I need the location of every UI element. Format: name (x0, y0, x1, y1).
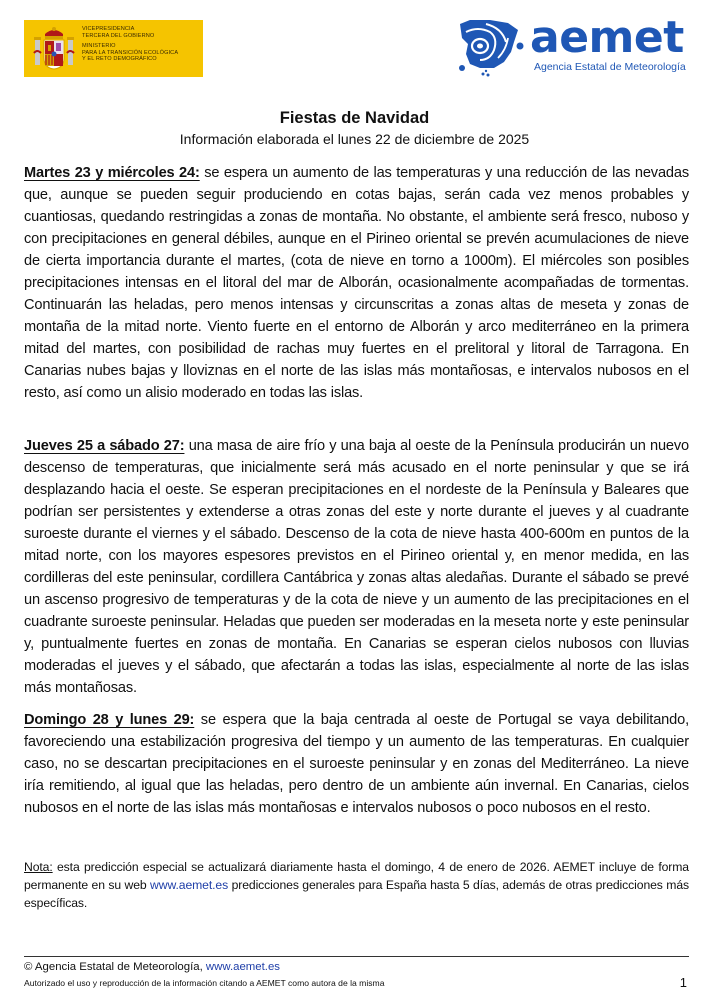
footer-authorization: Autorizado el uso y reproducción de la información citando a AEMET como autora de la misma (24, 978, 385, 988)
copyright-text: © Agencia Estatal de Meteorología, (24, 961, 206, 973)
footer-divider (24, 956, 689, 957)
update-note (24, 858, 689, 912)
aemet-logo (456, 12, 696, 80)
gov-text-line: MINISTERIO (82, 43, 116, 50)
forecast-section-tue-wed (24, 162, 689, 404)
aemet-wordmark: aemet (530, 12, 684, 63)
footer-copyright (24, 960, 280, 974)
page-subtitle: Información elaborada el lunes 22 de diciembre de 2025 (179, 131, 530, 147)
spain-coat-of-arms-icon (32, 25, 76, 73)
title-block (0, 108, 709, 149)
forecast-section-thu-sat (24, 435, 689, 699)
note-text: predicciones generales para España hasta 5 días, además de otras predicciones más específicas. (24, 878, 689, 910)
aemet-subtitle: Agencia Estatal de Meteorología (534, 61, 686, 73)
gov-text-line: TERCERA DEL GOBIERNO (82, 32, 155, 39)
section-text: una masa de aire frío y una baja al oeste de la Península producirán un nuevo descenso de temperaturas, que inicialmente será más acusado en el norte peninsular y que se irá desplazando hacia el oeste. Se esperan precipitaciones en el nordeste de la Península y Baleares que podrían ser persistentes y extenderse a otras zonas del este y norte durante el jueves y al cuadrante suroeste durante el viernes y el sábado. Descenso de la cota de nieve hasta 400-600m en puntos de la mitad norte, con los mayores espesores previstos en el Pirineo oriental y, en menor medida, en las cordilleras del este peninsular, cordillera Cantábrica y zonas altas aledañas. Durante el sábado se prevé un ascenso progresivo de temperaturas y de la cota de nieve y un aumento de las precipitaciones en el cuadrante suroeste peninsular. Heladas que pueden ser moderadas en la meseta norte y este peninsular y, puntualmente fuertes en zonas de montaña. En Canarias se esperan cielos nubosos con lluvias moderadas el jueves y el sábado, que afectarán a todas las islas, especialmente al norte de las islas más montañosas. (24, 438, 689, 696)
section-text: se espera un aumento de las temperaturas y una reducción de las nevadas que, aunque se pueden seguir produciendo en cotas bajas, serán cada vez menos probables y cuantiosas, quedando restringidas a zonas de montaña. No obstante, el ambiente será fresco, nuboso y con precipitaciones en general débiles, aunque en el Pirineo oriental se prevén acumulaciones de nieve de cierta importancia durante el martes, (cota de nieve en torno a 1000m). El miércoles son posibles precipitaciones intensas en el litoral del mar de Alborán, ocasionalmente acompañadas de tormentas. Continuarán las heladas, pero menos intensas y circunscritas a zonas altas de meseta y zonas de montaña de la mitad norte. Viento fuerte en el entorno de Alborán y arco mediterráneo en la primera mitad del martes, con posibilidad de rachas muy fuertes en el prelitoral y litoral de Tarragona. En Canarias nubes bajas y lloviznas en el norte de las islas más montañosas, e intervalos nubosos en el resto, así como un alisio moderado en todas las islas. (24, 165, 689, 401)
forecast-section-sun-mon (24, 709, 689, 819)
section-text: se espera que la baja centrada al oeste de Portugal se vaya debilitando, favoreciendo una estabilización progresiva del tiempo y un aumento de las temperaturas. En cualquier caso, no se descartan precipitaciones en el suroeste peninsular y en zonas del Mediterráneo. La nieve iría remitiendo, al igual que las heladas, pero dentro de un ambiente aún invernal. En Canarias, cielos nubosos en el norte de las islas más montañosas e intervalos nubosos o poco nubosos en el resto. (24, 712, 689, 816)
aemet-website-link[interactable]: www.aemet.es (150, 878, 229, 892)
section-heading: Martes 23 y miércoles 24: (24, 165, 200, 181)
aemet-iberia-map-icon (456, 18, 528, 78)
government-logo-text (82, 26, 178, 63)
government-logo (24, 20, 203, 77)
section-heading: Jueves 25 a sábado 27: (24, 438, 185, 454)
page-header (0, 0, 709, 90)
note-text: esta predicción especial se actualizará diariamente hasta el domingo, 4 de enero de 2026. AEMET incluye de forma permanente en su web (24, 860, 689, 892)
gov-text-line: Y EL RETO DEMOGRÁFICO (82, 56, 157, 63)
gov-text-line: PARA LA TRANSICIÓN ECOLÓGICA (82, 49, 179, 56)
note-label: Nota: (24, 860, 53, 874)
footer-website-link[interactable]: www.aemet.es (205, 961, 280, 973)
page-number: 1 (679, 975, 687, 990)
section-heading: Domingo 28 y lunes 29: (24, 712, 195, 728)
gov-text-line: VICEPRESIDENCIA (82, 26, 135, 32)
page-title: Fiestas de Navidad (279, 109, 430, 127)
